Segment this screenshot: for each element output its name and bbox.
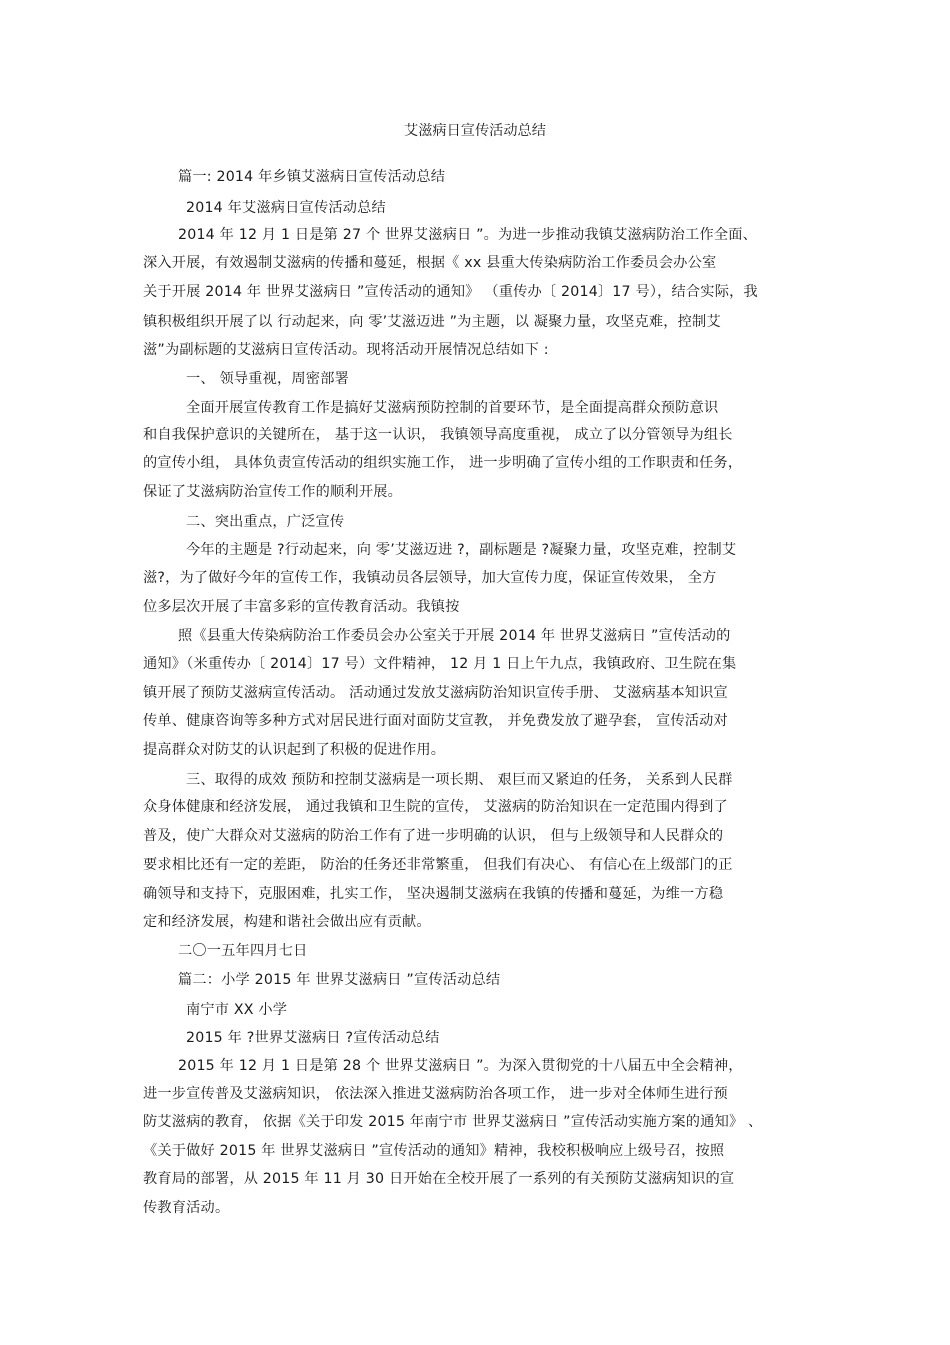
- text-line: 要求相比还有一定的差距， 防治的任务还非常繁重， 但我们有决心、 有信心在上级部门的正: [143, 857, 733, 873]
- text-line: 今年的主题是 ?行动起来，向 零’艾滋迈进 ?，副标题是 ?凝聚力量，攻坚克难，控制艾: [186, 542, 737, 558]
- text-line: 2015 年 12 月 1 日是第 28 个 世界艾滋病日 ”。为深入贯彻党的十八届五中全会精神，: [178, 1058, 743, 1074]
- text-line: 关于开展 2014 年 世界艾滋病日 ”宣传活动的通知》 （重传办〔 2014〕17 号），结合实际，我: [143, 284, 758, 300]
- text-line: 和自我保护意识的关键所在， 基于这一认识， 我镇领导高度重视， 成立了以分管领导为组长: [143, 427, 733, 443]
- school-name: 南宁市 XX 小学: [186, 1002, 288, 1018]
- text-line: 通知》（米重传办〔 2014〕17 号）文件精神， 12 月 1 日上午九点，我镇政府、卫生院在集: [143, 656, 737, 672]
- text-line: 滋”为副标题的艾滋病日宣传活动。现将活动开展情况总结如下 :: [143, 342, 549, 358]
- text-line: 传单、健康咨询等多种方式对居民进行面对面防艾宣教， 并免费发放了避孕套， 宣传活动对: [143, 713, 728, 729]
- text-line: 传教育活动。: [143, 1200, 230, 1216]
- document-title: 艾滋病日宣传活动总结: [404, 123, 546, 139]
- text-line: 提高群众对防艾的认识起到了积极的促进作用。: [143, 742, 446, 758]
- text-line: 定和经济发展，构建和谐社会做出应有贡献。: [143, 914, 431, 930]
- text-line: 众身体健康和经济发展， 通过我镇和卫生院的宣传， 艾滋病的防治知识在一定范围内得到了: [143, 799, 728, 815]
- section-heading: 三、取得的成效 预防和控制艾滋病是一项长期、 艰巨而又紧迫的任务， 关系到人民群: [186, 772, 733, 788]
- section-heading: 二、突出重点，广泛宣传: [186, 514, 345, 530]
- text-line: 保证了艾滋病防治宣传工作的顺利开展。: [143, 484, 402, 500]
- text-line: 镇开展了预防艾滋病宣传活动。 活动通过发放艾滋病防治知识宣传手册、 艾滋病基本知识宣: [143, 685, 728, 701]
- text-line: 镇积极组织开展了以 行动起来，向 零’艾滋迈进 ”为主题，以 凝聚力量，攻坚克难，控制艾: [143, 314, 721, 330]
- section-heading: 一、 领导重视，周密部署: [186, 371, 349, 387]
- text-line: 教育局的部署，从 2015 年 11 月 30 日开始在全校开展了一系列的有关预防艾滋病知识的宣: [143, 1171, 735, 1187]
- section-heading: 篇二：小学 2015 年 世界艾滋病日 ”宣传活动总结: [178, 972, 501, 988]
- text-line: 篇一: 2014 年乡镇艾滋病日宣传活动总结: [178, 169, 446, 185]
- text-line: 全面开展宣传教育工作是搞好艾滋病预防控制的首要环节，是全面提高群众预防意识: [186, 400, 719, 416]
- text-line: 深入开展，有效遏制艾滋病的传播和蔓延，根据《 xx 县重大传染病防治工作委员会办公室: [143, 255, 717, 271]
- text-line: 2014 年 12 月 1 日是第 27 个 世界艾滋病日 ”。为进一步推动我镇艾滋病防治工作全面、: [178, 227, 757, 243]
- text-line: 的宣传小组， 具体负责宣传活动的组织实施工作， 进一步明确了宣传小组的工作职责和任务，: [143, 455, 743, 471]
- date-line: 二〇一五年四月七日: [178, 943, 308, 959]
- text-line: 2014 年艾滋病日宣传活动总结: [186, 200, 386, 216]
- text-line: 《关于做好 2015 年 世界艾滋病日 ”宣传活动的通知》精神，我校积极响应上级号召，按照: [143, 1143, 725, 1159]
- text-line: 进一步宣传普及艾滋病知识， 依法深入推进艾滋病防治各项工作， 进一步对全体师生进行预: [143, 1086, 728, 1102]
- text-line: 滋?，为了做好今年的宣传工作，我镇动员各层领导，加大宣传力度，保证宣传效果， 全方: [143, 570, 717, 586]
- text-line: 防艾滋病的教育， 依据《关于印发 2015 年南宁市 世界艾滋病日 ”宣传活动实施方案的通知》 、: [143, 1114, 763, 1130]
- text-line: 确领导和支持下，克服困难，扎实工作， 坚决遏制艾滋病在我镇的传播和蔓延，为维一方稳: [143, 886, 724, 902]
- text-line: 普及，使广大群众对艾滋病的防治工作有了进一步明确的认识， 但与上级领导和人民群众的: [143, 828, 724, 844]
- text-line: 2015 年 ?世界艾滋病日 ?宣传活动总结: [186, 1030, 440, 1046]
- text-line: 位多层次开展了丰富多彩的宣传教育活动。我镇按: [143, 599, 460, 615]
- text-line: 照《县重大传染病防治工作委员会办公室关于开展 2014 年 世界艾滋病日 ”宣传活动的: [178, 628, 731, 644]
